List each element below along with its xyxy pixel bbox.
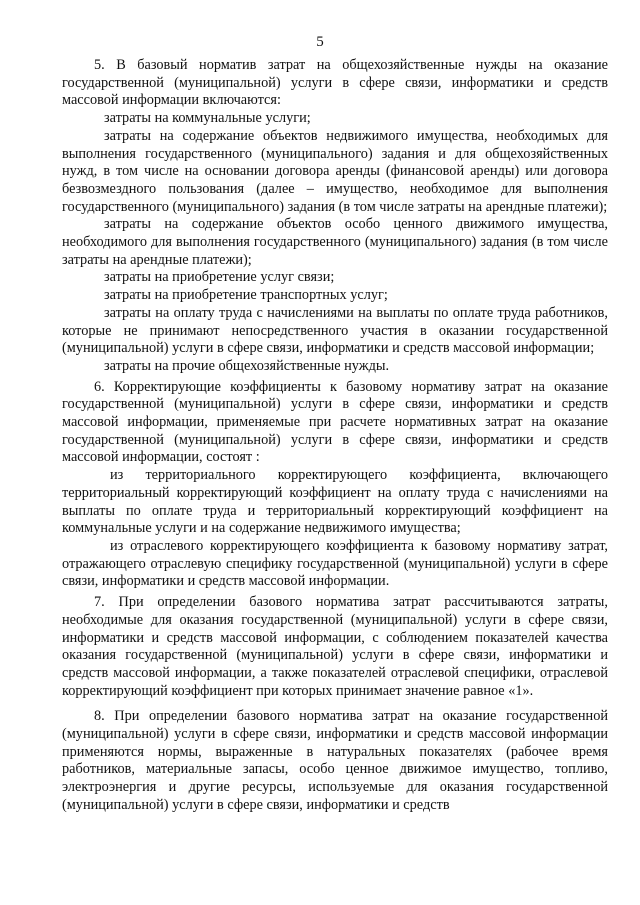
paragraph-7: 7. При определении базового норматива затрат рассчитываются затраты, необходимые для оказания государственной (муниципальной) услуги в сфере связи, информатики и средств массовой информации, с соблюдением показателей качества оказания государственной (муниципальной) услуги в сфере связи, информатики и средств массовой информации, а также показателей отраслевой специфики, отраслевой корректирующий коэффициент при которых принимает значение равное «1».	[62, 594, 608, 699]
list-item-other: затраты на прочие общехозяйственные нужды.	[104, 357, 390, 374]
paragraph-6: 6. Корректирующие коэффициенты к базовому нормативу затрат на оказание государственной (муниципальной) услуги в сфере связи, информатики и средств массовой информации, применяемые при расчете нормативных затрат на оказание государственной (муниципальной) услуги в сфере связи, информатики и средств массовой информации, состоят :	[62, 378, 608, 466]
list-item-real-estate: затраты на содержание объектов недвижимого имущества, необходимых для выполнения государственного (муниципального) задания и для общехозяйственных нужд, в том числе на основании договора аренды (финансовой аренды) или договора безвозмездного пользования (далее – имущество, необходимое для выполнения государственного (муниципального) задания (в том числе затраты на арендные платежи);	[62, 127, 608, 215]
list-item-salary: затраты на оплату труда с начислениями на выплаты по оплате труда работников, которые не принимают непосредственного участия в оказании государственной (муниципальной) услуги в сфере связи, информатики и средств массовой информации;	[62, 304, 608, 357]
list-item-territorial: из территориального корректирующего коэффициента, включающего территориальный корректирующий коэффициент на оплату труда с начислениями на выплаты по оплате труда и территориальный корректирующий коэффициент на коммунальные услуги и на содержание недвижимого имущества;	[62, 467, 608, 537]
page-number: 5	[316, 34, 324, 50]
list-item-movable-property: затраты на содержание объектов особо ценного движимого имущества, необходимого для выполнения государственного (муниципального) задания (в том числе затраты на арендные платежи);	[62, 216, 608, 268]
paragraph-8: 8. При определении базового норматива затрат на оказание государственной (муниципальной) услуги в сфере связи, информатики и средств массовой информации применяются нормы, выраженные в натуральных показателях (рабочее время работников, материальные запасы, особо ценное движимое имущество, топливо, электроэнергия и другие ресурсы, используемые для оказания государственной (муниципальной) услуги в сфере связи, информатики и средств	[62, 708, 608, 813]
list-item-utilities: затраты на коммунальные услуги;	[104, 110, 311, 127]
document-body	[62, 57, 608, 815]
paragraph-5: 5. В базовый норматив затрат на общехозяйственные нужды на оказание государственной (муниципальной) услуги в сфере связи, информатики и средств массовой информации включаются:	[62, 57, 608, 109]
list-item-transport: затраты на приобретение транспортных услуг;	[104, 287, 388, 304]
list-item-communication: затраты на приобретение услуг связи;	[104, 269, 335, 286]
list-item-sectoral: из отраслевого корректирующего коэффициента к базовому нормативу затрат, отражающего отраслевую специфику государственной (муниципальной) услуги в сфере связи, информатики и средств массовой информации.	[62, 537, 608, 590]
